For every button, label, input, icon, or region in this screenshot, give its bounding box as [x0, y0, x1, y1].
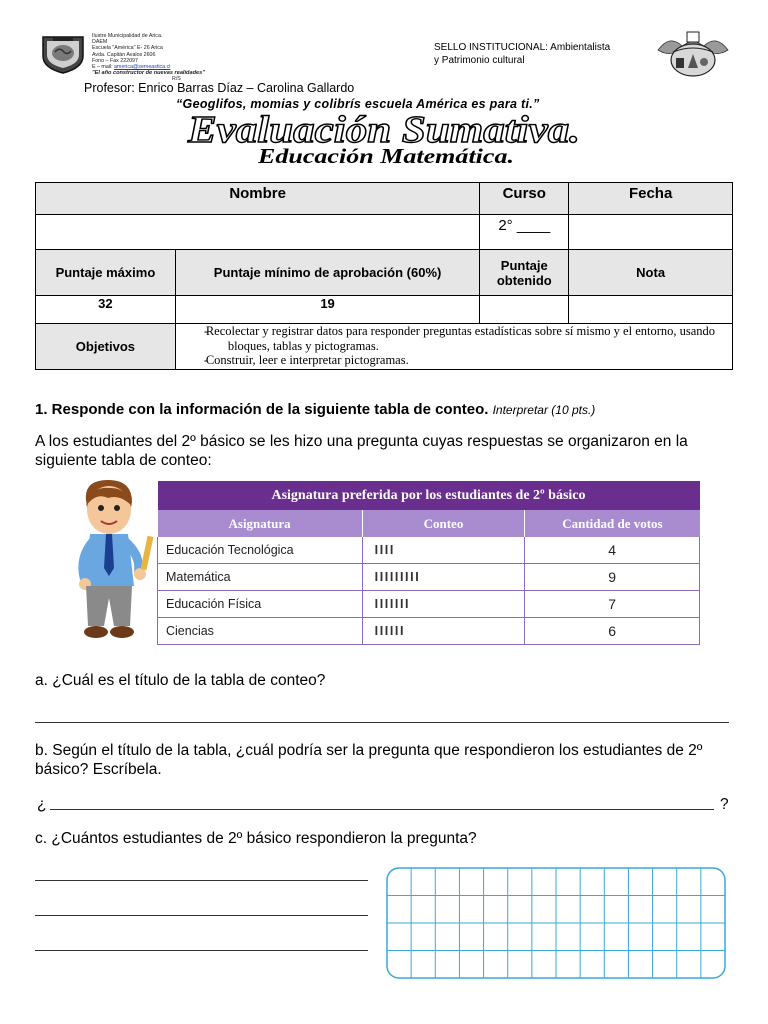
- question-1-points: Interpretar (10 pts.): [492, 403, 596, 417]
- tally-subject: Ciencias: [158, 618, 363, 645]
- evaluation-title-text: Evaluación Sumativa.: [186, 109, 580, 150]
- rs-mark: R/S: [172, 76, 181, 83]
- question-1-intro: A los estudiantes del 2º básico se les hizo una pregunta cuyas respuestas se organizaron en la siguiente tabla de conteo:: [35, 433, 688, 469]
- school-line: DAEM: [92, 39, 108, 46]
- email-label: E – mail:: [92, 64, 113, 71]
- school-line: Fono – Fax 222097: [92, 57, 138, 64]
- school-slogan: “Geoglifos, momias y colibrís escuela América es para ti.”: [176, 97, 540, 111]
- puntaje-maximo-value: 32: [36, 296, 176, 324]
- answer-line-b[interactable]: [50, 809, 714, 810]
- objetivo-item: - Recolectar y registrar datos para responder preguntas estadísticas sobre sí mismo y el entorno, usando bloques, tablas y pictogramas.: [180, 324, 728, 353]
- sello-institucional: [434, 41, 610, 67]
- tally-col-votos: Cantidad de votos: [525, 510, 700, 537]
- subject-subtitle-text: Educación Matemática.: [258, 144, 514, 168]
- tally-col-conteo: Conteo: [362, 510, 525, 537]
- tally-subject: Educación Tecnológica: [158, 537, 363, 564]
- tally-table-title: Asignatura preferida por los estudiantes de 2º básico: [158, 481, 700, 510]
- profesor-line: Profesor: Enrico Barras Díaz – Carolina Gallardo: [84, 81, 355, 95]
- fecha-header: Fecha: [569, 183, 733, 215]
- answer-line-c2[interactable]: [35, 915, 368, 916]
- nombre-field[interactable]: [36, 215, 480, 250]
- question-1-heading: [35, 401, 595, 418]
- school-info: [92, 33, 252, 83]
- nota-label: Nota: [569, 250, 733, 296]
- table-row: [158, 618, 700, 645]
- school-line: Ilustre Municipalidad de Arica.: [92, 33, 163, 39]
- curso-field[interactable]: 2° ____: [480, 215, 569, 250]
- student-info-table: [35, 182, 733, 370]
- puntaje-obtenido-field[interactable]: [480, 296, 569, 324]
- school-line: Avda. Capitán Avalos 2606: [92, 51, 156, 58]
- table-row: [158, 591, 700, 618]
- answer-line-a[interactable]: [35, 722, 729, 723]
- tally-marks: IIII: [362, 537, 525, 564]
- question-b-open-mark: ¿: [37, 796, 47, 813]
- tally-votes: 4: [525, 537, 700, 564]
- puntaje-minimo-value: 19: [175, 296, 479, 324]
- objetivos-label: Objetivos: [36, 324, 176, 370]
- tally-votes: 9: [525, 564, 700, 591]
- question-a: a. ¿Cuál es el título de la tabla de conteo?: [35, 672, 326, 689]
- answer-line-c3[interactable]: [35, 950, 368, 951]
- curso-header: Curso: [480, 183, 569, 215]
- sello-line-2: y Patrimonio cultural: [434, 55, 525, 66]
- calculation-grid[interactable]: [386, 867, 726, 979]
- puntaje-minimo-label: Puntaje mínimo de aprobación (60%): [175, 250, 479, 296]
- table-row: [158, 564, 700, 591]
- question-1-title: 1. Responde con la información de la siguiente tabla de conteo.: [35, 401, 489, 418]
- fecha-field[interactable]: [569, 215, 733, 250]
- puntaje-obtenido-label: Puntaje obtenido: [480, 250, 569, 296]
- tally-votes: 7: [525, 591, 700, 618]
- school-crest-logo: [40, 34, 86, 74]
- question-b-close-mark: ?: [720, 796, 729, 813]
- tally-marks: IIIIII: [362, 618, 525, 645]
- boy-illustration: [68, 476, 160, 644]
- tally-table: [157, 481, 700, 645]
- question-b: b. Según el título de la tabla, ¿cuál podría ser la pregunta que respondieron los estudiantes de 2º básico? Escríbela.: [35, 742, 703, 778]
- objetivos-list: [175, 324, 732, 370]
- environment-badge-logo: [656, 30, 730, 78]
- subject-subtitle: [258, 144, 518, 168]
- nombre-header: Nombre: [36, 183, 480, 215]
- answer-line-c1[interactable]: [35, 880, 368, 881]
- objetivo-item: - Construir, leer e interpretar pictogramas.: [180, 353, 728, 368]
- sello-line-1: SELLO INSTITUCIONAL: Ambientalista: [434, 42, 611, 53]
- table-row: [158, 537, 700, 564]
- school-motto: "El año constructor de nuevas realidades": [92, 70, 205, 77]
- school-line: Escuela "América" E- 26 Arica: [92, 45, 163, 52]
- email-link[interactable]: america@semeastica.cl: [114, 64, 171, 71]
- question-c: c. ¿Cuántos estudiantes de 2º básico respondieron la pregunta?: [35, 830, 477, 847]
- tally-marks: IIIIIIIII: [362, 564, 525, 591]
- puntaje-maximo-label: Puntaje máximo: [36, 250, 176, 296]
- tally-col-asignatura: Asignatura: [158, 510, 363, 537]
- nota-field[interactable]: [569, 296, 733, 324]
- tally-subject: Matemática: [158, 564, 363, 591]
- tally-marks: IIIIIII: [362, 591, 525, 618]
- tally-votes: 6: [525, 618, 700, 645]
- tally-subject: Educación Física: [158, 591, 363, 618]
